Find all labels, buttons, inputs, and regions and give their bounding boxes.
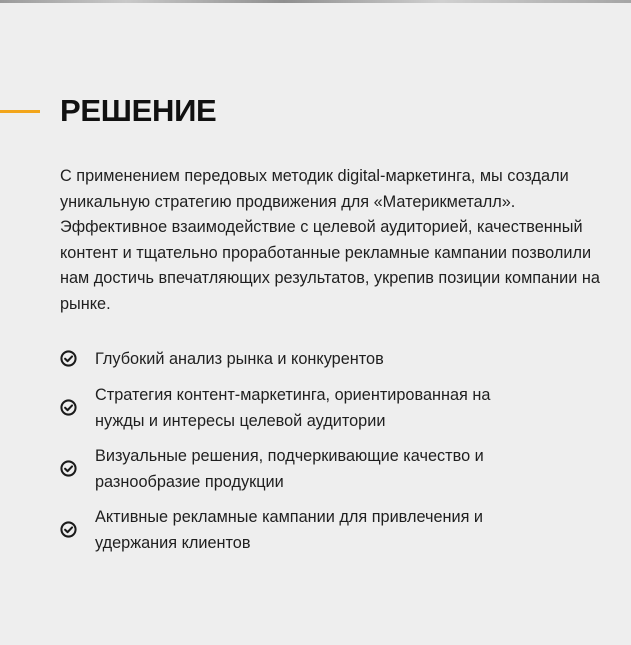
title-accent-line (0, 110, 40, 113)
section-description: С применением передовых методик digital-маркетинга, мы создали уникальную стратегию продвижения для «Материкметалл». Эффективное взаимодействие с целевой аудиторией, качественный контент и тщательно проработанные рекламные кампании позволили нам достичь впечатляющих результатов, укрепив позиции компании на рынке. (60, 167, 600, 313)
benefit-text: Глубокий анализ рынка и конкурентов (95, 350, 384, 368)
check-circle-icon (60, 521, 77, 538)
benefit-text: Визуальные решения, подчеркивающие качество и разнообразие продукции (95, 447, 484, 491)
benefit-text: Стратегия контент-маркетинга, ориентированная на нужды и интересы целевой аудитории (95, 386, 491, 430)
benefit-text: Активные рекламные кампании для привлечения и удержания клиентов (95, 508, 484, 552)
top-image-edge (0, 0, 631, 3)
section-title: РЕШЕНИЕ (60, 93, 217, 128)
check-circle-icon (60, 399, 77, 416)
check-circle-icon (60, 460, 77, 477)
check-circle-icon (60, 350, 77, 367)
